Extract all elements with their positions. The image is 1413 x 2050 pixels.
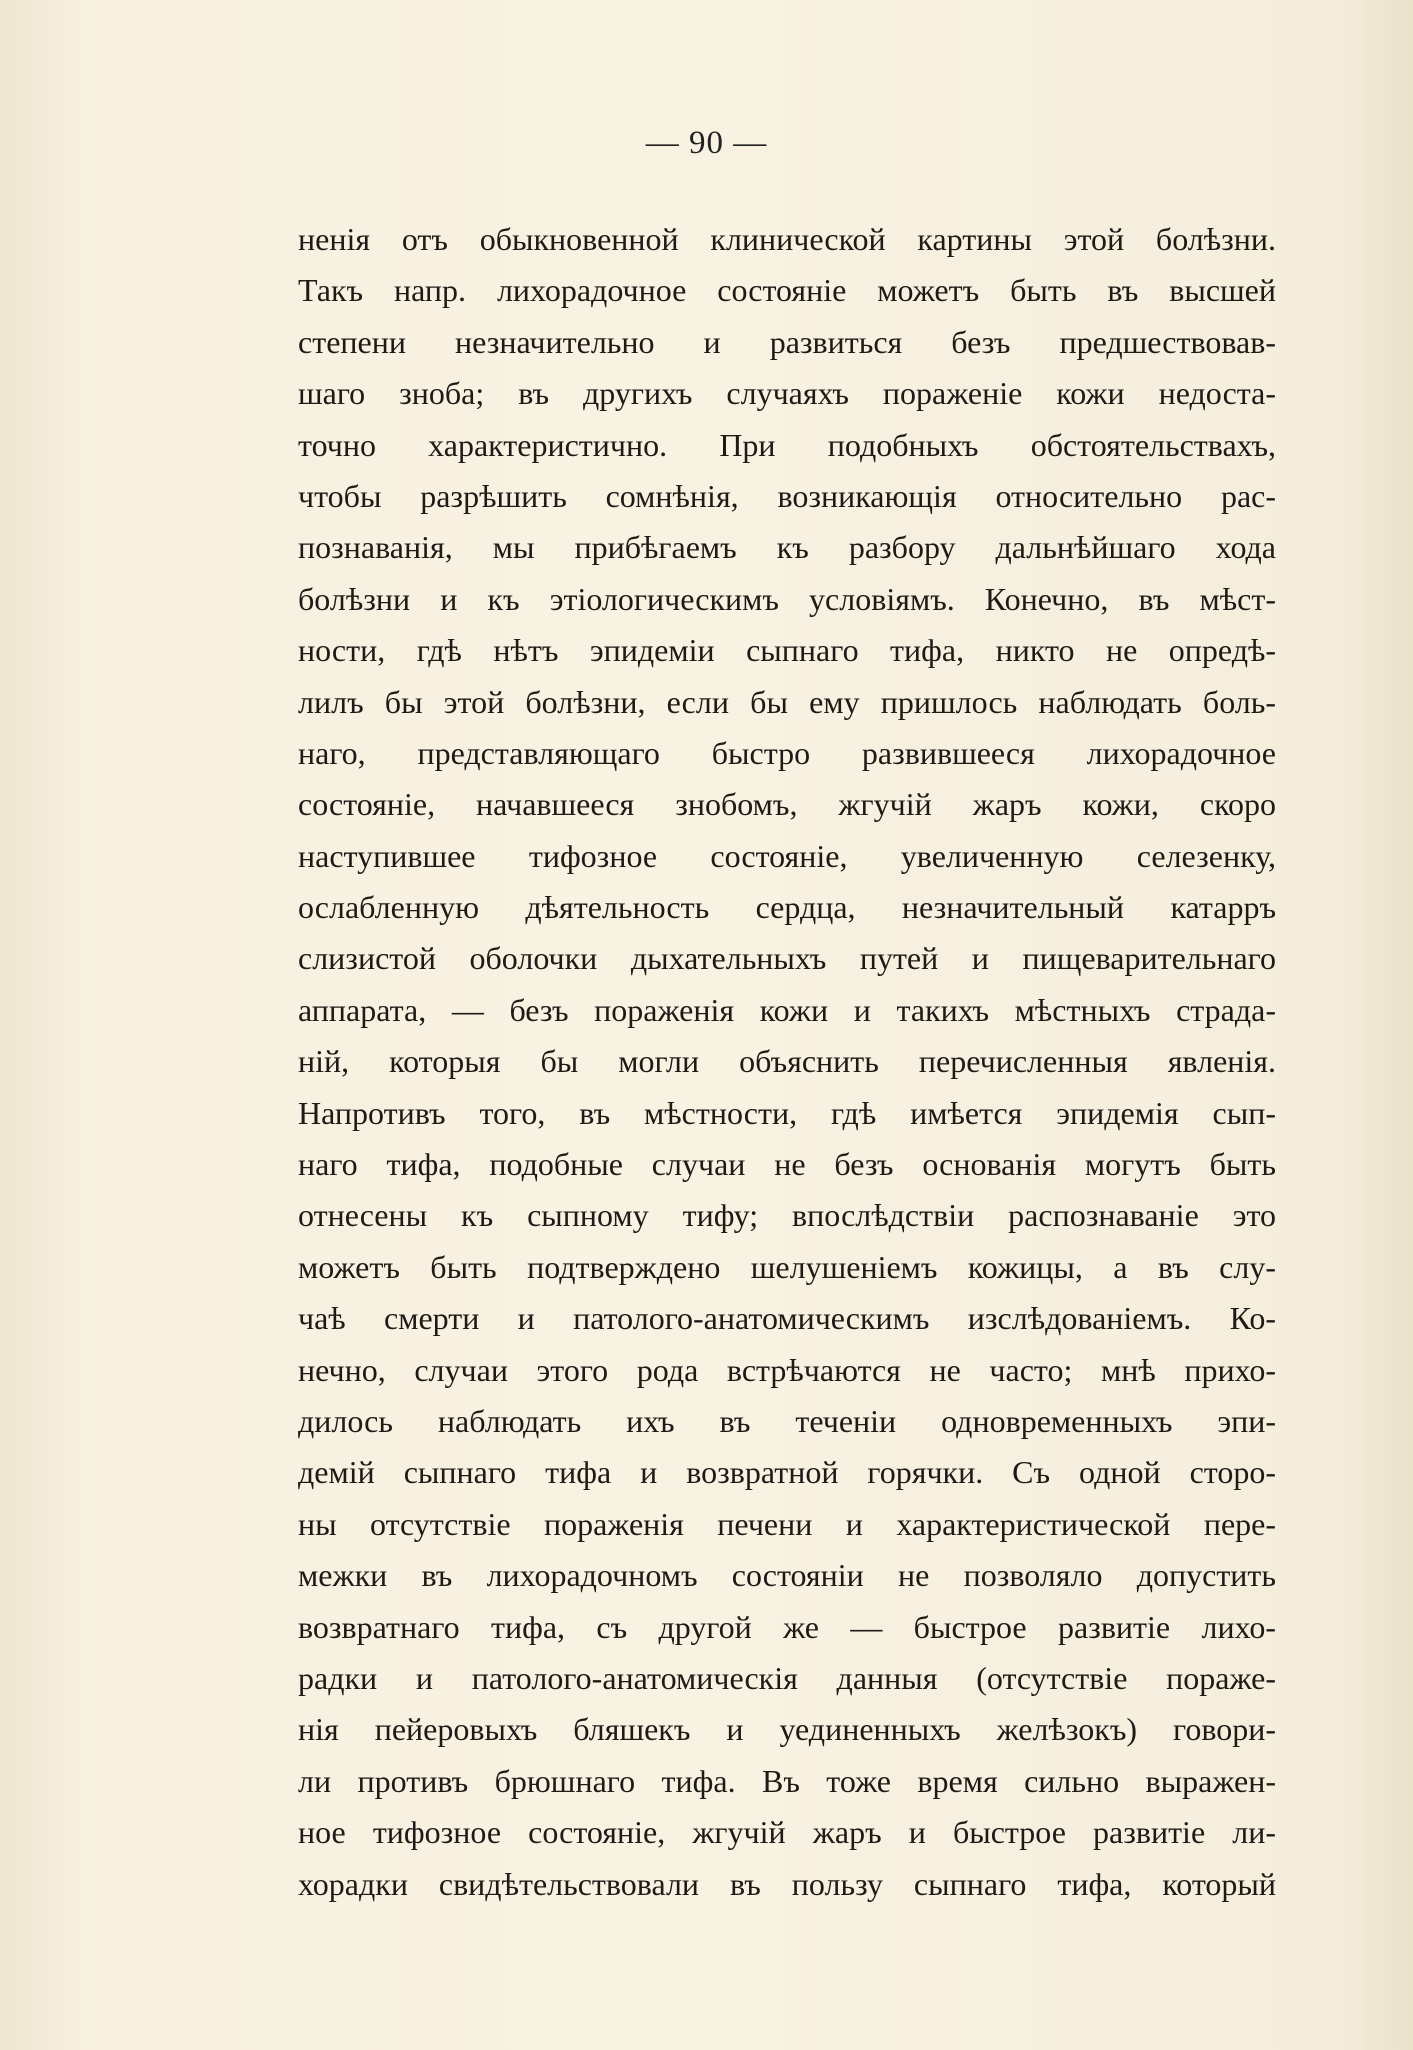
body-text [298, 214, 1276, 1910]
text-line: возвратнаго тифа, съ другой же — быстрое развитіе лихо- [298, 1608, 1276, 1645]
text-line: нія пейеровыхъ бляшекъ и уединенныхъ желѣзокъ) говори- [298, 1711, 1276, 1748]
text-line: аппарата, — безъ пораженія кожи и такихъ мѣстныхъ страда- [298, 991, 1276, 1028]
text-line: радки и патолого-анатомическія данныя (отсутствіе пораже- [298, 1659, 1276, 1696]
text-line: Такъ напр. лихорадочное состояніе можетъ быть въ высшей [298, 272, 1276, 309]
text-line: познаванія, мы прибѣгаемъ къ разбору дальнѣйшаго хода [298, 529, 1276, 566]
text-line: ны отсутствіе пораженія печени и характеристической пере- [298, 1505, 1276, 1542]
text-line: лилъ бы этой болѣзни, если бы ему пришлось наблюдать боль- [298, 683, 1276, 720]
text-line: чаѣ смерти и патолого-анатомическимъ изслѣдованіемъ. Ко- [298, 1300, 1276, 1337]
text-line: хорадки свидѣтельствовали въ пользу сыпнаго тифа, который [298, 1865, 1276, 1902]
text-line: ное тифозное состояніе, жгучій жаръ и быстрое развитіе ли- [298, 1814, 1276, 1851]
text-line: чтобы разрѣшить сомнѣнія, возникающія относительно рас- [298, 477, 1276, 514]
text-line: ли противъ брюшнаго тифа. Въ тоже время сильно выражен- [298, 1762, 1276, 1799]
text-line: дилось наблюдать ихъ въ теченіи одновременныхъ эпи- [298, 1402, 1276, 1439]
text-line: ненія отъ обыкновенной клинической картины этой болѣзни. [298, 221, 1276, 257]
text-line: шаго зноба; въ другихъ случаяхъ пораженіе кожи недоста- [298, 375, 1276, 412]
text-line: межки въ лихорадочномъ состояніи не позволяло допустить [298, 1557, 1276, 1594]
text-line: слизистой оболочки дыхательныхъ путей и пищеварительнаго [298, 940, 1276, 977]
text-line: болѣзни и къ этіологическимъ условіямъ. Конечно, въ мѣст- [298, 580, 1276, 617]
text-line: наго тифа, подобные случаи не безъ основанія могутъ быть [298, 1146, 1276, 1183]
text-line: отнесены къ сыпному тифу; впослѣдствіи распознаваніе это [298, 1197, 1276, 1234]
text-line: нечно, случаи этого рода встрѣчаются не часто; мнѣ прихо- [298, 1351, 1276, 1388]
text-line: можетъ быть подтверждено шелушеніемъ кожицы, а въ слу- [298, 1248, 1276, 1285]
text-line: ній, которыя бы могли объяснить перечисленныя явленія. [298, 1043, 1276, 1080]
text-line: ослабленную дѣятельность сердца, незначительный катарръ [298, 889, 1276, 926]
text-line: наступившее тифозное состояніе, увеличенную селезенку, [298, 837, 1276, 874]
text-line: точно характеристично. При подобныхъ обстоятельствахъ, [298, 426, 1276, 463]
text-line: наго, представляющаго быстро развившееся лихорадочное [298, 734, 1276, 771]
text-line: ности, гдѣ нѣтъ эпидеміи сыпнаго тифа, никто не опредѣ- [298, 632, 1276, 669]
text-line: Напротивъ того, въ мѣстности, гдѣ имѣется эпидемія сып- [298, 1094, 1276, 1131]
text-line: степени незначительно и развиться безъ предшествовав- [298, 323, 1276, 360]
text-line: демій сыпнаго тифа и возвратной горячки. Съ одной сторо- [298, 1454, 1276, 1491]
text-line: состояніе, начавшееся знобомъ, жгучій жаръ кожи, скоро [298, 786, 1276, 823]
page-number: — 90 — [645, 125, 768, 161]
